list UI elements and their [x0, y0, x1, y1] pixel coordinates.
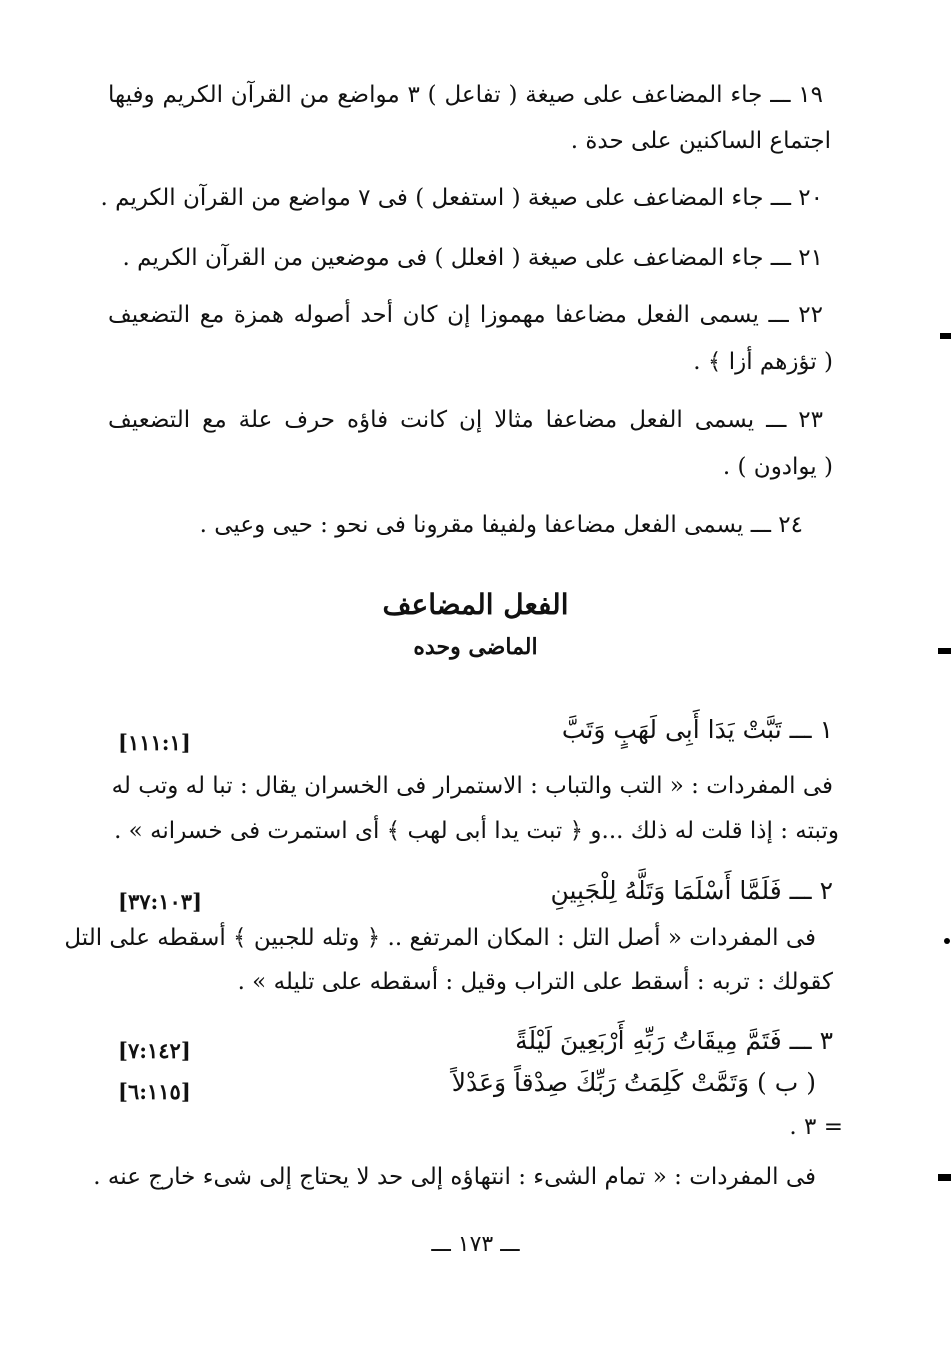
page-number: ـــ ١٧٣ ـــ [431, 1232, 520, 1257]
item-21: ٢١ ـــ جاء المضاعف على صيغة ( افعلل ) فى موضعين من القرآن الكريم . [122, 245, 823, 271]
entry-2-note-line2: كقولك : تربه : أسقط على التراب وقيل : أسقطه على تليله » . [237, 969, 833, 995]
section-title: الفعل المضاعف [382, 588, 569, 621]
item-23-line2: ( يوادون ) . [722, 454, 833, 480]
scan-edge-mark [944, 938, 950, 944]
entry-3-note-line1: فى المفردات : « تمام الشىء : انتهاؤه إلى حد لا يحتاج إلى شىء خارج عنه . [93, 1164, 816, 1190]
entry-3-verse: ٣ ـــ فَتَمَّ مِيقَاتُ رَبِّهِ أَرْبَعِينَ لَيْلَةً [515, 1026, 833, 1055]
item-22-line2: ( تؤزهم أزا ﴾ . [693, 349, 833, 375]
entry-2-verse: ٢ ـــ فَلَمَّا أَسْلَمَا وَتَلَّهُ لِلْجَبِينِ [550, 876, 833, 905]
section-subtitle: الماضى وحده [413, 634, 538, 660]
item-19-line2: اجتماع الساكنين على حدة . [570, 128, 831, 154]
entry-2-note-line1: فى المفردات « أصل التل : المكان المرتفع .. ﴿ وتله للجبين ﴾ أسقطه على التل [64, 925, 816, 951]
entry-2-reference: [٣٧:١٠٣] [118, 889, 203, 914]
scan-edge-mark [938, 1174, 951, 1181]
entry-1-note-line1: فى المفردات : « التب والتباب : الاستمرار فى الخسران يقال : تبا له وتب له [111, 773, 833, 799]
entry-3b-reference: [٦:١١٥] [118, 1079, 191, 1104]
entry-1-note-line2: وتبته : إذا قلت له ذلك ...و ﴿ تبت يدا أبى لهب ﴾ أى استمرت فى خسرانه » . [114, 818, 839, 844]
item-19-line1: ١٩ ـــ جاء المضاعف على صيغة ( تفاعل ) ٣ مواضع من القرآن الكريم وفيها [108, 82, 823, 108]
scan-edge-mark [938, 648, 951, 654]
entry-1-reference: [١١١:١] [118, 730, 191, 755]
item-24: ٢٤ ـــ يسمى الفعل مضاعفا ولفيفا مقرونا فى نحو : حيى وعيى . [199, 512, 803, 538]
item-23-line1: ٢٣ ـــ يسمى الفعل مضاعفا مثالا إن كانت فاؤه حرف علة مع التضعيف [108, 407, 823, 433]
item-22-line1: ٢٢ ـــ يسمى الفعل مضاعفا مهموزا إن كان أحد أصوله همزة مع التضعيف [108, 302, 823, 328]
entry-3b-verse: ( ب ) وَتَمَّتْ كَلِمَتُ رَبِّكَ صِدْقاً وَعَدْلاً [451, 1068, 816, 1097]
entry-1-verse: ١ ـــ تَبَّتْ يَدَا أَبِى لَهَبٍ وَتَبَّ [561, 715, 833, 744]
entry-3-reference: [٧:١٤٢] [118, 1038, 191, 1063]
entry-3-continuation-mark: = ٣ . [789, 1114, 843, 1140]
item-20: ٢٠ ـــ جاء المضاعف على صيغة ( استفعل ) فى ٧ مواضع من القرآن الكريم . [100, 185, 823, 211]
scan-edge-mark [940, 333, 951, 339]
